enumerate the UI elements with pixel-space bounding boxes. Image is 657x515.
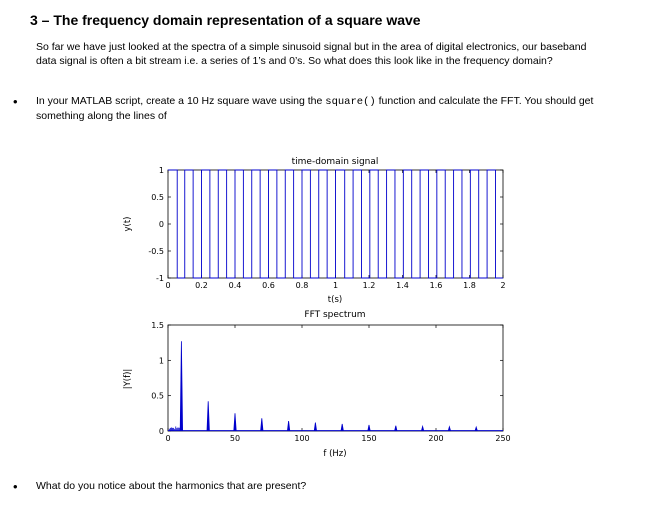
fft-plot-ytick-label: 1 (158, 356, 164, 366)
fft-plot-harmonic-peak (395, 426, 397, 431)
fft-plot-xtick-label: 100 (294, 434, 310, 443)
fft-plot-harmonic-peak (314, 423, 316, 431)
fft-plot-xlabel: f (Hz) (323, 449, 347, 459)
fft-plot-xtick-label: 0 (165, 434, 171, 443)
fft-plot-xtick-label: 200 (428, 434, 444, 443)
fft-plot-title: FFT spectrum (304, 310, 366, 320)
intro-paragraph: So far we have just looked at the spectra of a simple sinusoid signal but in the area of digital electronics, our baseband data signal is often a bit stream i.e. a series of 1’s and 0’s. So what does this look like in the frequency domain? (36, 41, 587, 67)
fft-plot-ytick-label: 0.5 (151, 391, 164, 401)
fft-plot-ylabel: |Y(f)| (123, 368, 133, 390)
fft-plot-frame (168, 325, 503, 431)
time-plot-xtick-label: 1.4 (396, 281, 409, 290)
fft-plot-xtick-label: 250 (495, 434, 511, 443)
time-plot-xtick-label: 1.8 (463, 281, 476, 290)
time-plot-signal (168, 170, 503, 278)
time-plot-xtick-label: 0.2 (195, 281, 208, 290)
fft-plot-harmonic-peak (287, 421, 289, 431)
fft-plot-ytick-label: 0 (158, 427, 164, 436)
section-heading: 3 – The frequency domain representation of a square wave (30, 12, 421, 28)
fft-plot-xtick-label: 50 (229, 434, 241, 443)
bullet-1-text-before: In your MATLAB script, create a 10 Hz square wave using the (36, 95, 326, 107)
time-plot-xtick-label: 1.6 (429, 281, 443, 290)
fft-plot-harmonic-peak (180, 341, 182, 431)
fft-plot-harmonic-peak (261, 418, 263, 431)
time-domain-plot (123, 157, 506, 305)
time-plot-xtick-label: 0.6 (262, 281, 275, 290)
fft-plot-harmonic-peak (207, 401, 209, 431)
fft-plot-harmonic-peak (448, 427, 450, 431)
fft-plot-harmonic-peak (234, 413, 236, 431)
fft-plot-spectrum (168, 341, 503, 431)
time-plot-ylabel: y(t) (123, 216, 133, 232)
time-plot-xtick-label: 1.2 (362, 281, 376, 290)
time-plot-ytick-label: 0 (158, 220, 164, 229)
fft-plot-harmonic-peak (475, 427, 477, 431)
fft-plot-xtick-label: 150 (361, 434, 377, 443)
time-plot-ytick-label: 1 (158, 166, 164, 175)
time-plot-ytick-label: -0.5 (148, 247, 164, 256)
time-plot-series-line (168, 170, 503, 278)
time-plot-xtick-label: 0.8 (295, 281, 309, 290)
bullet-text-2: What do you notice about the harmonics that are present? (36, 480, 307, 492)
fft-plot-harmonic-peak (368, 425, 370, 431)
time-plot-title: time-domain signal (291, 157, 379, 167)
time-plot-xtick-label: 2 (500, 281, 506, 290)
time-plot-ytick-label: -1 (156, 274, 164, 283)
time-plot-xlabel: t(s) (327, 295, 343, 305)
time-plot-ytick-label: 0.5 (151, 193, 164, 202)
time-plot-xtick-label: 0.4 (228, 281, 242, 290)
fft-plot-ticks (151, 321, 510, 443)
time-plot-xtick-label: 1 (332, 281, 339, 290)
fft-plot-harmonic-peak (421, 426, 423, 431)
fft-plot-harmonic-peak (341, 424, 343, 431)
time-plot-xtick-label: 0 (165, 281, 171, 290)
code-square-function: square() (325, 96, 376, 108)
bullet-1-text-after: function and calculate the FFT. You should get something along the lines of (36, 95, 594, 122)
fft-spectrum-plot (123, 310, 511, 459)
bullet-marker-1: • (13, 94, 18, 109)
bullet-marker-2: • (13, 479, 18, 494)
fft-plot-ytick-label: 1.5 (151, 321, 164, 330)
